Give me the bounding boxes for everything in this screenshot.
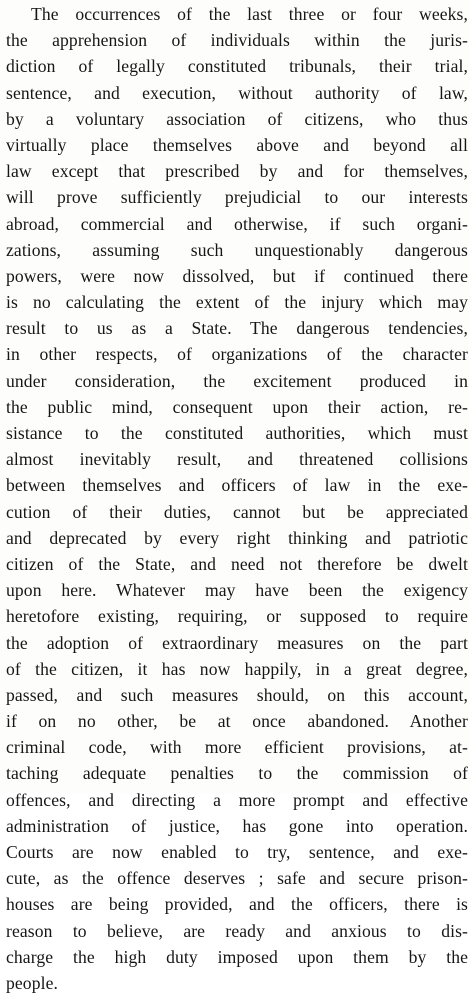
text-line: houses are being provided, and the officers, there is [6,894,468,915]
text-line: in other respects, of organizations of the character [6,344,468,365]
text-line: taching adequate penalties to the commission of [6,763,468,784]
text-line: zations, assuming such unquestionably dangerous [6,239,468,260]
text-line: offences, and directing a more prompt and effective [6,789,468,810]
text-line: virtually place themselves above and beyond all [6,134,468,155]
text-line: of the citizen, it has now happily, in a great degree, [6,658,468,679]
text-line: passed, and such measures should, on this account, [6,684,468,705]
text-line: law except that prescribed by and for themselves, [6,161,468,182]
text-line: sentence, and execution, without authority of law, [6,82,468,103]
text-line-final: people. [6,972,58,993]
text-line: citizen of the State, and need not therefore be dwelt [6,553,468,574]
text-line: The occurrences of the last three or four weeks, [31,4,468,24]
text-line: Courts are now enabled to try, sentence, and exe- [6,842,468,862]
text-line: heretofore existing, requiring, or supposed to require [6,606,468,627]
text-line: and deprecated by every right thinking and patriotic [6,527,468,548]
text-line: sistance to the constituted authorities, which must [6,423,468,443]
text-line: cution of their duties, cannot but be appreciated [6,501,468,522]
text-line: criminal code, with more efficient provisions, at- [6,737,468,758]
text-line: administration of justice, has gone into operation. [6,815,468,836]
text-line: is no calculating the extent of the injury which may [6,292,468,313]
text-line: the adoption of extraordinary measures on the part [6,632,468,653]
text-line: cute, as the offence deserves ; safe and secure prison- [6,868,468,889]
text-line: the apprehension of individuals within the juris- [6,30,468,51]
text-line: will prove sufficiently prejudicial to our interests [6,187,468,208]
text-line: almost inevitably result, and threatened collisions [6,449,468,470]
text-line: if on no other, be at once abandoned. Another [6,711,468,732]
text-line: the public mind, consequent upon their action, re- [6,396,468,417]
text-line: abroad, commercial and otherwise, if such organi- [6,213,468,234]
text-line: diction of legally constituted tribunals, their trial, [6,56,468,77]
text-line: between themselves and officers of law in the exe- [6,475,468,496]
text-line: result to us as a State. The dangerous tendencies, [6,318,468,339]
text-column [6,1,468,996]
text-line: by a voluntary association of citizens, who thus [6,108,468,129]
text-line: upon here. Whatever may have been the exigency [6,580,468,601]
text-line: powers, were now dissolved, but if continued there [6,265,468,286]
text-line: under consideration, the excitement produced in [6,370,468,391]
text-line: charge the high duty imposed upon them by the [6,946,468,967]
text-line: reason to believe, are ready and anxious to dis- [6,920,468,941]
